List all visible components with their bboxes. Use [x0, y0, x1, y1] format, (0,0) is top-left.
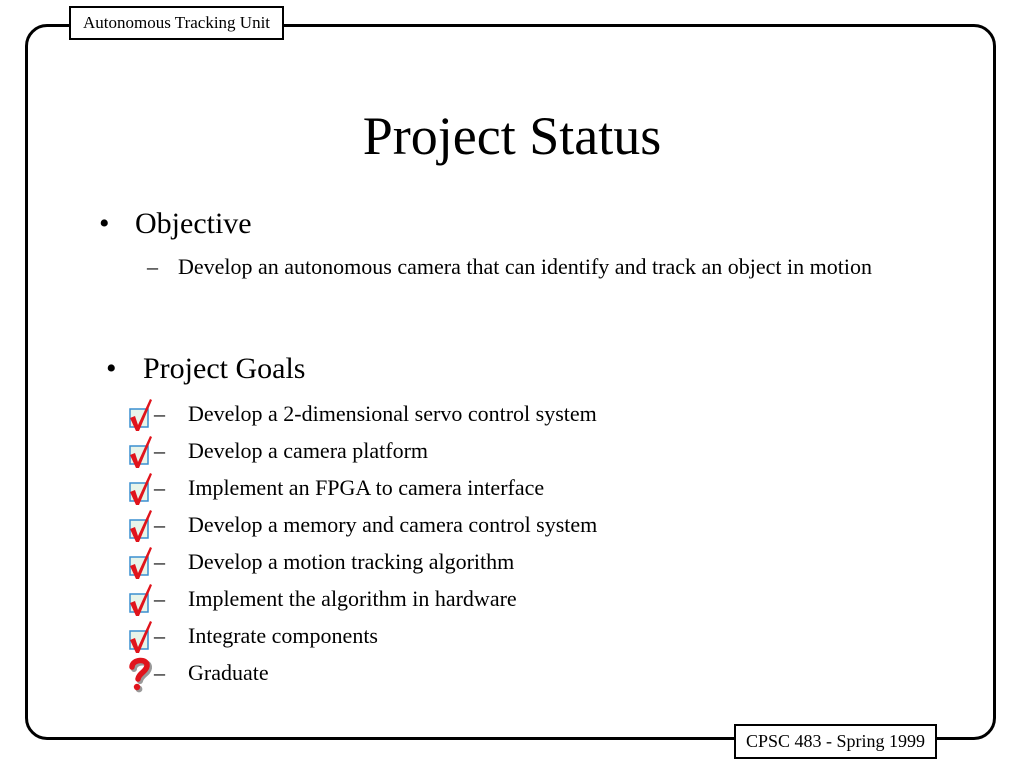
footer-tag: CPSC 483 - Spring 1999 [734, 724, 937, 759]
sub-bullet-dash: – [154, 438, 165, 463]
sub-bullet-dash: – [154, 623, 165, 648]
goal-label: Develop a motion tracking algorithm [188, 549, 515, 574]
objective-detail-text: Develop an autonomous camera that can identify and track an object in motion [178, 254, 872, 279]
checkmark-icon [124, 543, 156, 583]
goal-item [124, 654, 824, 691]
checkmark-icon [124, 432, 156, 472]
question-mark-icon [124, 654, 156, 694]
sub-bullet-dash: – [154, 660, 165, 685]
goal-label: Develop a 2-dimensional servo control system [188, 401, 597, 426]
goal-label: Integrate components [188, 623, 378, 648]
objective-heading: Objective [135, 207, 252, 240]
goal-label: Develop a camera platform [188, 438, 429, 463]
checkmark-icon [124, 506, 156, 546]
sub-bullet-dash: – [154, 586, 165, 611]
bullet-dot: • [99, 207, 110, 240]
objective-detail [147, 252, 927, 281]
sub-bullet-dash: – [154, 475, 165, 500]
sub-bullet-dash: – [147, 254, 158, 279]
goal-item [124, 506, 824, 543]
sub-bullet-dash: – [154, 549, 165, 574]
goal-label: Develop a memory and camera control system [188, 512, 598, 537]
checkmark-icon [124, 395, 156, 435]
goal-item [124, 543, 824, 580]
goal-item [124, 580, 824, 617]
checkmark-icon [124, 469, 156, 509]
sub-bullet-dash: – [154, 512, 165, 537]
goal-item [124, 617, 824, 654]
goal-label: Graduate [188, 660, 269, 685]
checkmark-icon [124, 617, 156, 657]
goal-item [124, 395, 824, 432]
goal-item [124, 469, 824, 506]
goals-heading: Project Goals [143, 352, 306, 385]
goal-label: Implement the algorithm in hardware [188, 586, 517, 611]
slide-title: Project Status [362, 106, 662, 166]
bullet-dot: • [106, 352, 117, 385]
sub-bullet-dash: – [154, 401, 165, 426]
goal-item [124, 432, 824, 469]
checkmark-icon [124, 580, 156, 620]
goal-label: Implement an FPGA to camera interface [188, 475, 545, 500]
header-tag: Autonomous Tracking Unit [69, 6, 284, 40]
